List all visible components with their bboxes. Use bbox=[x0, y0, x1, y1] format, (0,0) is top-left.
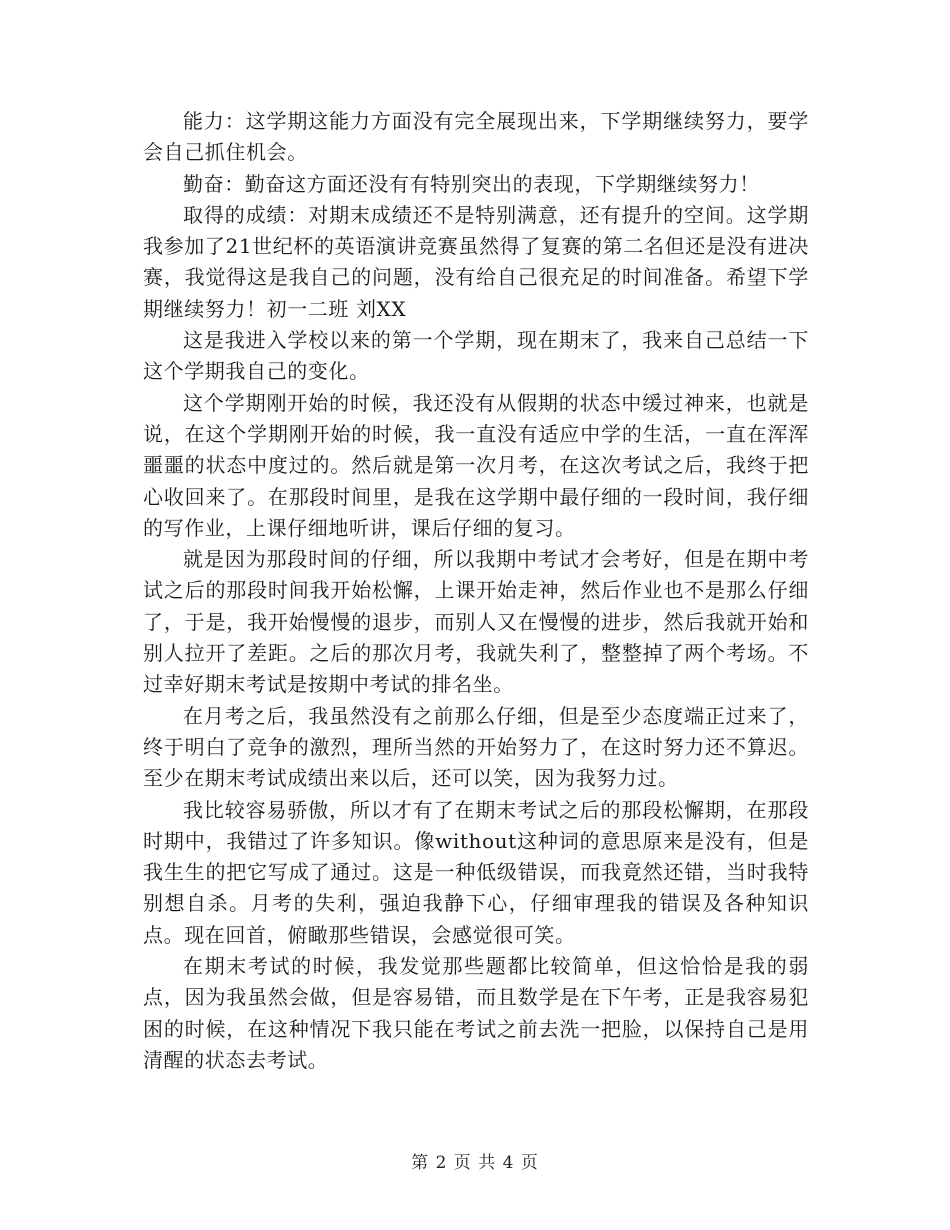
paragraph-final-exam: 在期末考试的时候，我发觉那些题都比较简单，但这恰恰是我的弱点，因为我虽然会做，但是容易错，而且数学是在下午考，正是我容易犯困的时候，在这种情况下我只能在考试之前去洗一把脸，以保持自己是用清醒的状态去考试。 bbox=[143, 954, 809, 1072]
paragraph-ability: 能力：这学期这能力方面没有完全展现出来，下学期继续努力，要学会自己抓住机会。 bbox=[143, 109, 809, 165]
paragraph-diligence: 勤奋：勤奋这方面还没有有特别突出的表现，下学期继续努力！ bbox=[183, 171, 760, 196]
paragraph-intro: 这是我进入学校以来的第一个学期，现在期末了，我来自己总结一下这个学期我自己的变化。 bbox=[143, 328, 809, 384]
paragraph-achievements: 取得的成绩：对期末成绩还不是特别满意，还有提升的空间。这学期我参加了21世纪杯的英语演讲竞赛虽然得了复赛的第二名但还是没有进决赛，我觉得这是我自己的问题，没有给自己很充足的时间准备。希望下学期继续努力！初一二班 刘XX bbox=[143, 202, 809, 321]
paragraph-semester-start: 这个学期刚开始的时候，我还没有从假期的状态中缓过神来，也就是说，在这个学期刚开始的时候，我一直没有适应中学的生活，一直在浑浑噩噩的状态中度过的。然后就是第一次月考，在这次考试之后，我终于把心收回来了。在那段时间里，是我在这学期中最仔细的一段时间，我仔细的写作业，上课仔细地听讲，课后仔细的复习。 bbox=[143, 390, 809, 540]
page-number-footer: 第 2 页 共 4 页 bbox=[411, 1153, 539, 1173]
document-body bbox=[143, 106, 809, 1076]
paragraph-midterm: 就是因为那段时间的仔细，所以我期中考试才会考好，但是在期中考试之后的那段时间我开始松懈，上课开始走神，然后作业也不是那么仔细了，于是，我开始慢慢的退步，而别人又在慢慢的进步，然后我就开始和别人拉开了差距。之后的那次月考，我就失利了，整整掉了两个考场。不过幸好期末考试是按期中考试的排名坐。 bbox=[143, 547, 809, 697]
paragraph-after-monthly-exam: 在月考之后，我虽然没有之前那么仔细，但是至少态度端正过来了，终于明白了竞争的激烈，理所当然的开始努力了，在这时努力还不算迟。至少在期末考试成绩出来以后，还可以笑，因为我努力过。 bbox=[143, 703, 809, 791]
paragraph-pride: 我比较容易骄傲，所以才有了在期末考试之后的那段松懈期，在那段时期中，我错过了许多知识。像without这种词的意思原来是没有，但是我生生的把它写成了通过。这是一种低级错误，而我竟然还错，当时我特别想自杀。月考的失利，强迫我静下心，仔细审理我的错误及各种知识点。现在回首，俯瞰那些错误，会感觉很可笑。 bbox=[143, 797, 809, 947]
